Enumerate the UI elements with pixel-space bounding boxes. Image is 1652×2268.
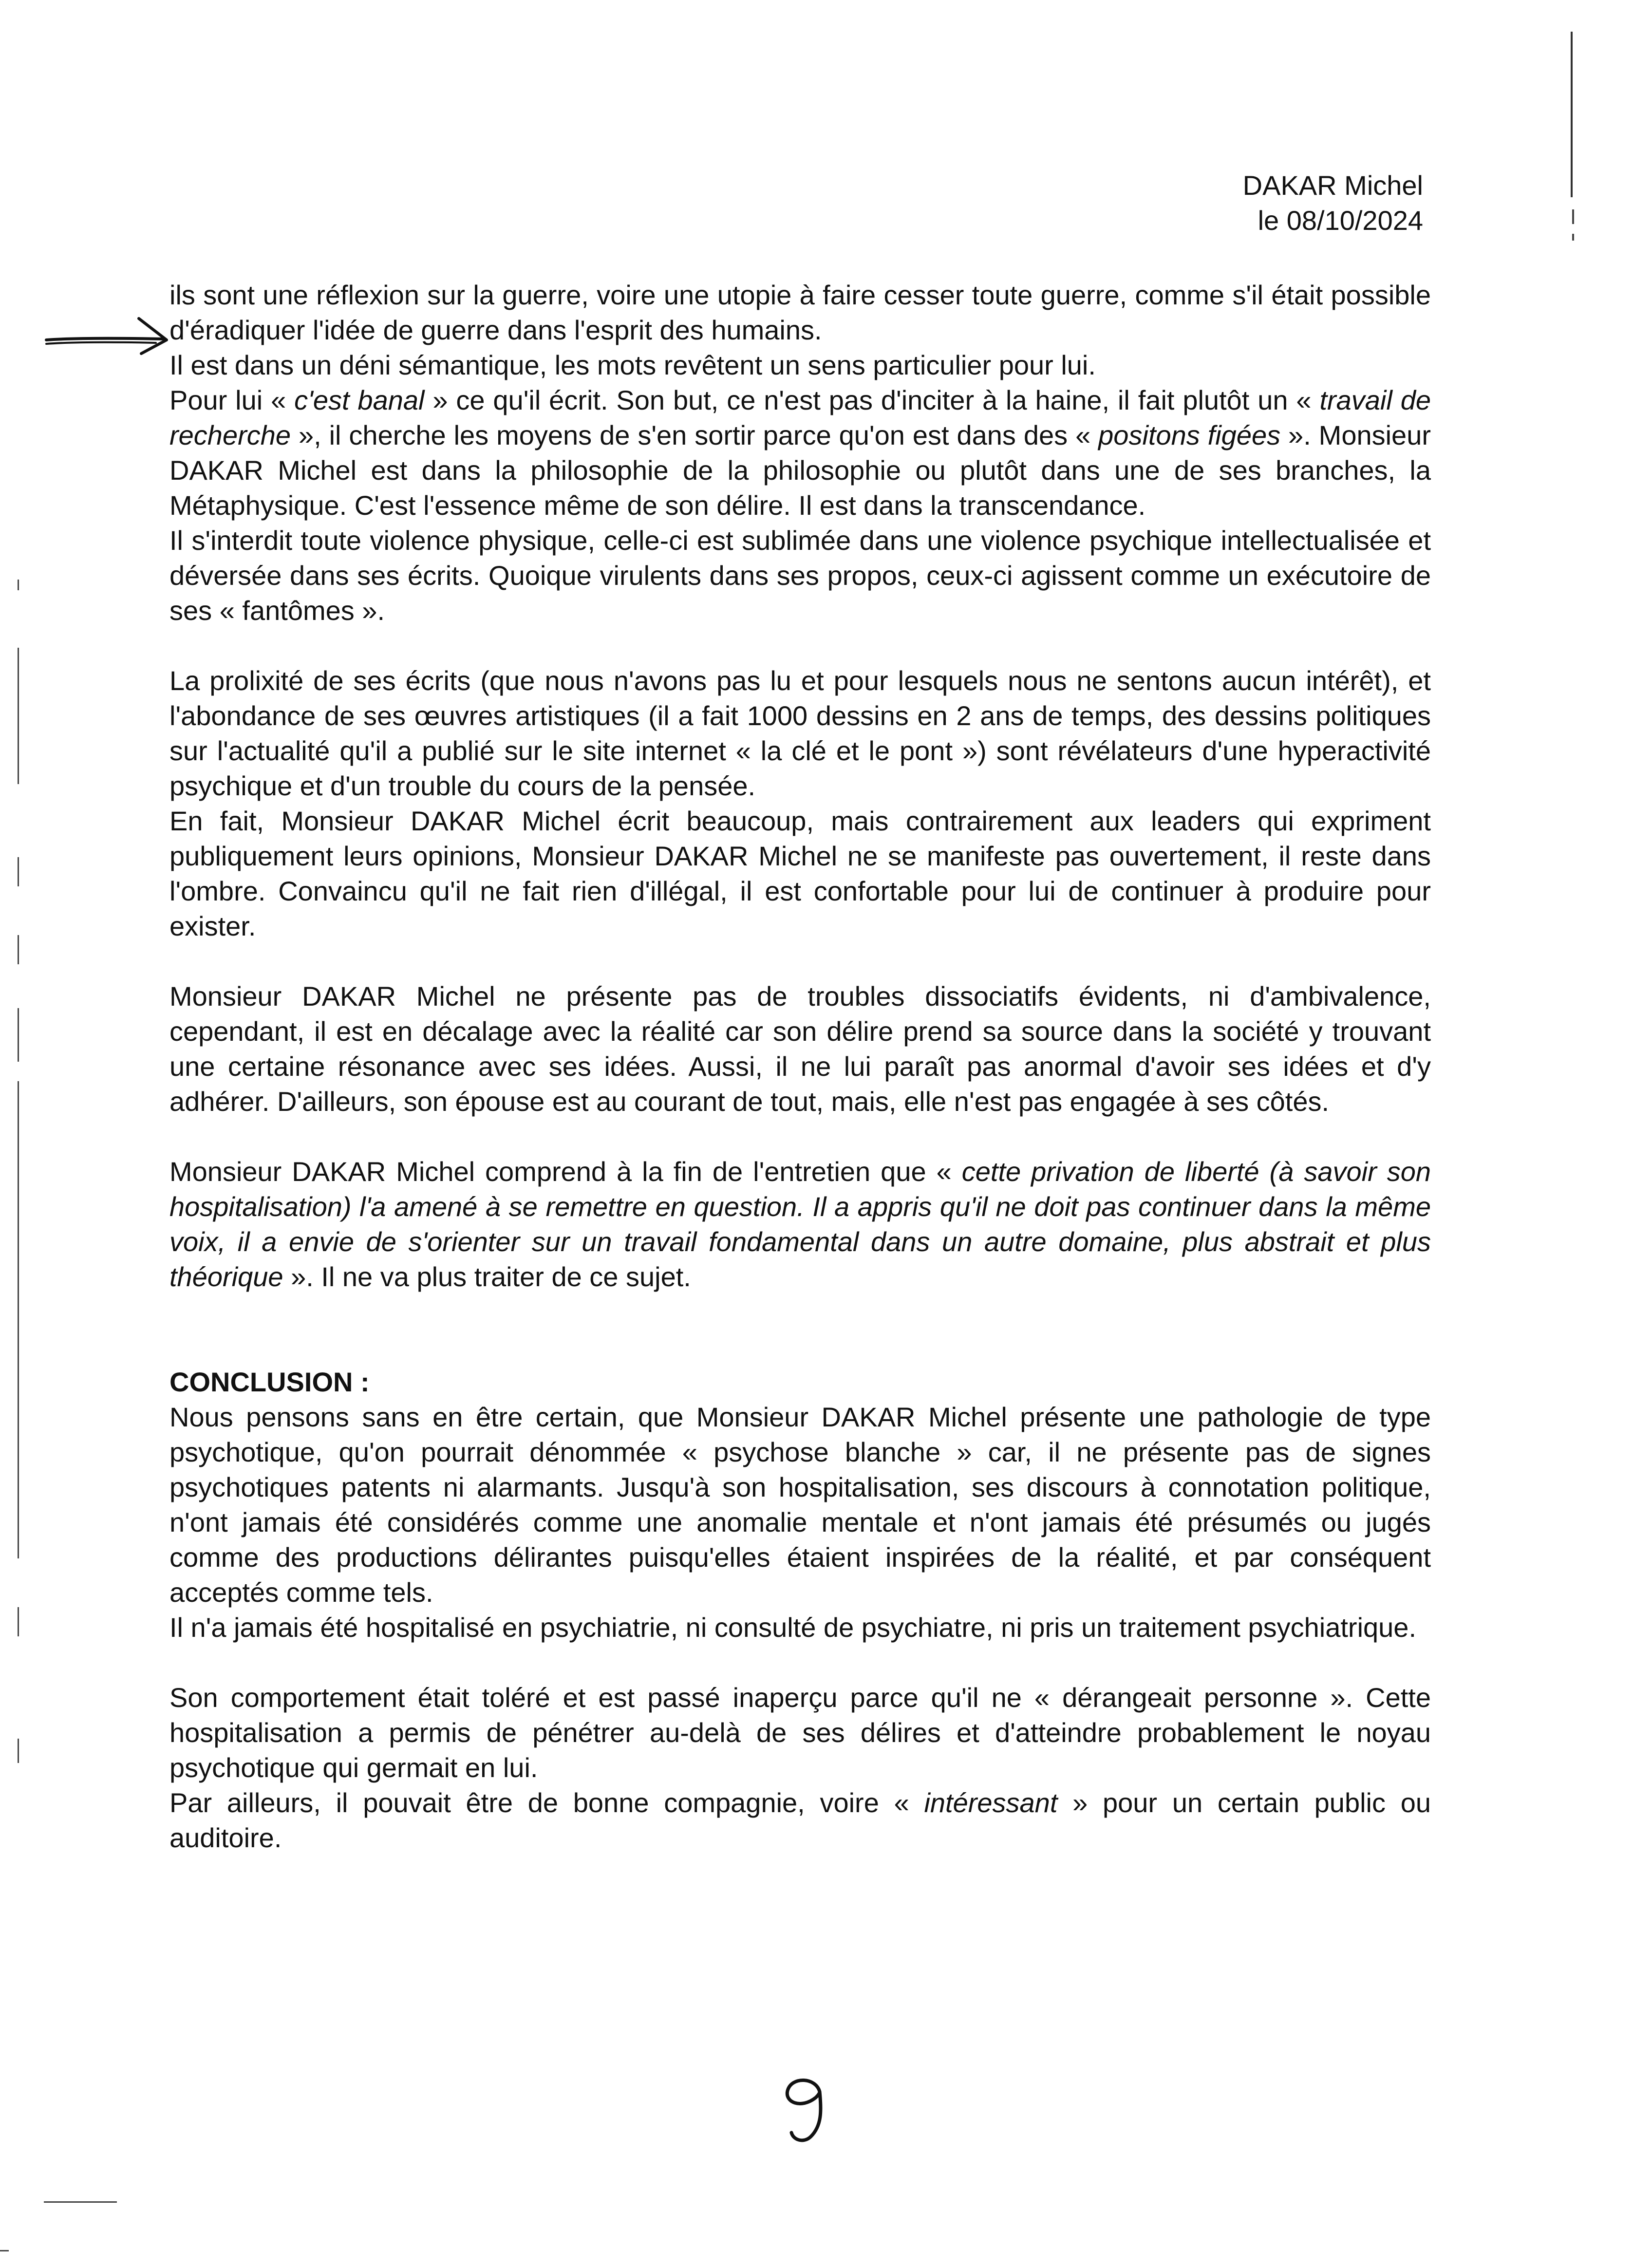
paragraph-spacer: [169, 1645, 1431, 1680]
paragraph-spacer: [169, 628, 1431, 663]
section-heading: CONCLUSION :: [169, 1367, 370, 1397]
scan-mark: [18, 648, 19, 784]
text-run: Par ailleurs, il pouvait être de bonne compagnie, voire «: [169, 1787, 924, 1818]
author-name: DAKAR Michel: [1242, 170, 1423, 201]
paragraph: [169, 383, 1431, 523]
handwritten-page-number: [777, 2072, 835, 2145]
quote-italic: travail de recherche: [169, 385, 1431, 450]
page-number-text: 9: [806, 2116, 807, 2117]
paragraph: Il est dans un déni sémantique, les mots revêtent un sens particulier pour lui.: [169, 350, 1096, 380]
quote-italic: positons figées: [1098, 420, 1281, 450]
text-run: ». Monsieur DAKAR Michel est dans la philosophie de la philosophie ou plutôt dans une de ses branches, la Métaphysique. C'est l'essence même de son délire. Il est dans la transcendance.: [169, 420, 1431, 521]
paragraph-spacer: [169, 1294, 1431, 1365]
scan-mark: [18, 857, 19, 886]
text-run: », il cherche les moyens de s'en sortir parce qu'on est dans des «: [291, 420, 1099, 450]
quote-italic: cette privation de liberté (à savoir son hospitalisation) l'a amené à se remettre en question. Il a appris qu'il ne doit pas continuer dans la même voix, il a envie de s'orienter sur un travail fondamental dans un autre domaine, plus abstrait et plus théorique: [169, 1156, 1431, 1292]
paragraph: Monsieur DAKAR Michel ne présente pas de troubles dissociatifs évidents, ni d'ambivalence, cependant, il est en décalage avec la réalité car son délire prend sa source dans la société y trouvant une certaine résonance avec ses idées. Aussi, il ne lui paraît pas anormal d'avoir ses idées et d'y adhérer. D'ailleurs, son épouse est au courant de tout, mais, elle n'est pas engagée à ses côtés.: [169, 981, 1431, 1117]
document-date: le 08/10/2024: [1258, 205, 1423, 236]
quote-italic: c'est banal: [294, 385, 425, 415]
scan-mark: [18, 1739, 19, 1763]
document-body: [169, 278, 1431, 1856]
text-run: Pour lui «: [169, 385, 295, 415]
paragraph: Nous pensons sans en être certain, que Monsieur DAKAR Michel présente une pathologie de type psychotique, qu'on pourrait dénommée « psychose blanche » car, il ne présente pas de signes psychotiques patents ni alarmants. Jusqu'à son hospitalisation, ses discours à connotation politique, n'ont jamais été considérés comme une anomalie mentale et n'ont jamais été présumés ou jugés comme des productions délirantes puisqu'elles étaient inspirées de la réalité, et par conséquent acceptés comme tels.: [169, 1402, 1431, 1608]
scan-mark: [18, 1008, 19, 1062]
paragraph-spacer: [169, 1119, 1431, 1154]
paragraph: ils sont une réflexion sur la guerre, voire une utopie à faire cesser toute guerre, comme s'il était possible d'éradiquer l'idée de guerre dans l'esprit des humains.: [169, 280, 1431, 345]
paragraph: [169, 1154, 1431, 1294]
text-run: ». Il ne va plus traiter de ce sujet.: [283, 1261, 691, 1292]
handwritten-arrow-icon: [44, 312, 170, 356]
text-run: » ce qu'il écrit. Son but, ce n'est pas d'inciter à la haine, il fait plutôt un «: [424, 385, 1320, 415]
text-run: » pour un certain public ou auditoire.: [169, 1787, 1431, 1853]
text-run: Monsieur DAKAR Michel comprend à la fin de l'entretien que «: [169, 1156, 962, 1187]
paragraph: En fait, Monsieur DAKAR Michel écrit beaucoup, mais contrairement aux leaders qui expriment publiquement leurs opinions, Monsieur DAKAR Michel ne se manifeste pas ouvertement, il reste dans l'ombre. Convaincu qu'il ne fait rien d'illégal, il est confortable pour lui de continuer à produire pour exister.: [169, 806, 1431, 941]
scan-mark: [18, 1081, 19, 1558]
scan-edge-line-right: [1571, 32, 1573, 197]
scan-mark: [1572, 234, 1574, 241]
paragraph: Il n'a jamais été hospitalisé en psychiatrie, ni consulté de psychiatre, ni pris un traitement psychiatrique.: [169, 1612, 1417, 1643]
paragraph: [169, 1785, 1431, 1856]
scan-mark: [18, 935, 19, 964]
quote-italic: intéressant: [924, 1787, 1058, 1818]
scan-mark: [0, 2250, 9, 2251]
scan-mark: [1572, 209, 1574, 224]
scan-mark: [18, 580, 19, 590]
scan-mark: [18, 1607, 19, 1636]
scan-mark: [44, 2201, 117, 2203]
paragraph: La prolixité de ses écrits (que nous n'avons pas lu et pour lesquels nous ne sentons aucun intérêt), et l'abondance de ses œuvres artistiques (il a fait 1000 dessins en 2 ans de temps, des dessins politiques sur l'actualité qu'il a publié sur le site internet « la clé et le pont ») sont révélateurs d'une hyperactivité psychique et d'un trouble du cours de la pensée.: [169, 665, 1431, 801]
paragraph-spacer: [169, 944, 1431, 979]
paragraph: Il s'interdit toute violence physique, celle-ci est sublimée dans une violence psychique intellectualisée et déversée dans ses écrits. Quoique virulents dans ses propos, ceux-ci agissent comme un exécutoire de ses « fantômes ».: [169, 525, 1431, 626]
document-header: [1243, 168, 1423, 238]
paragraph: Son comportement était toléré et est passé inaperçu parce qu'il ne « dérangeait personne ». Cette hospitalisation a permis de pénétrer au-delà de ses délires et d'atteindre probablement le noyau psychotique qui germait en lui.: [169, 1682, 1431, 1783]
